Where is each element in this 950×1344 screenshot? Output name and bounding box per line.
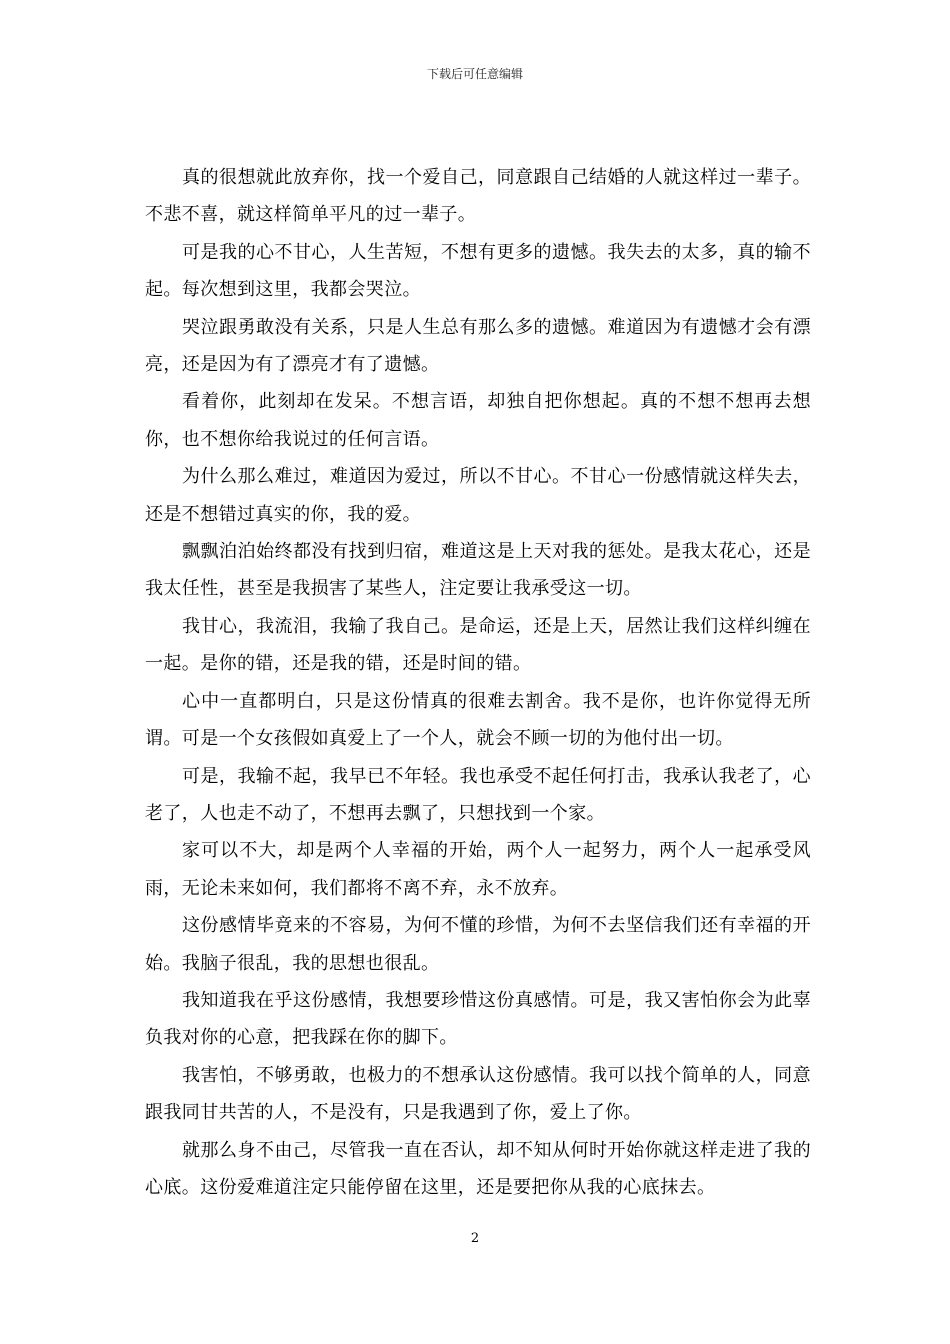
document-body (145, 159, 811, 1206)
paragraph: 可是我的心不甘心，人生苦短，不想有更多的遗憾。我失去的太多，真的输不起。每次想到这里，我都会哭泣。 (145, 241, 811, 301)
paragraph: 这份感情毕竟来的不容易，为何不懂的珍惜，为何不去坚信我们还有幸福的开始。我脑子很乱，我的思想也很乱。 (145, 915, 811, 974)
paragraph: 哭泣跟勇敢没有关系，只是人生总有那么多的遗憾。难道因为有遗憾才会有漂亮，还是因为有了漂亮才有了遗憾。 (145, 316, 811, 376)
paragraph: 我知道我在乎这份感情，我想要珍惜这份真感情。可是，我又害怕你会为此辜负我对你的心意，把我踩在你的脚下。 (145, 989, 811, 1049)
paragraph: 看着你，此刻却在发呆。不想言语，却独自把你想起。真的不想不想再去想你，也不想你给我说过的任何言语。 (145, 391, 811, 450)
paragraph: 就那么身不由己，尽管我一直在否认，却不知从何时开始你就这样走进了我的心底。这份爱难道注定只能停留在这里，还是要把你从我的心底抹去。 (145, 1139, 811, 1198)
paragraph: 我甘心，我流泪，我输了我自己。是命运，还是上天，居然让我们这样纠缠在一起。是你的错，还是我的错，还是时间的错。 (145, 615, 811, 675)
page-number: 2 (470, 1231, 480, 1246)
paragraph: 真的很想就此放弃你，找一个爱自己，同意跟自己结婚的人就这样过一辈子。不悲不喜，就这样简单平凡的过一辈子。 (145, 167, 811, 226)
paragraph: 可是，我输不起，我早已不年轻。我也承受不起任何打击，我承认我老了，心老了，人也走不动了，不想再去飘了，只想找到一个家。 (145, 765, 811, 824)
paragraph: 心中一直都明白，只是这份情真的很难去割舍。我不是你，也许你觉得无所谓。可是一个女孩假如真爱上了一个人，就会不顾一切的为他付出一切。 (145, 690, 811, 750)
paragraph: 家可以不大，却是两个人幸福的开始，两个人一起努力，两个人一起承受风雨，无论未来如何，我们都将不离不弃，永不放弃。 (145, 840, 811, 899)
page-header: 下载后可任意编辑 (426, 67, 523, 81)
paragraph: 为什么那么难过，难道因为爱过，所以不甘心。不甘心一份感情就这样失去，还是不想错过真实的你，我的爱。 (145, 466, 811, 525)
paragraph: 飘飘泊泊始终都没有找到归宿，难道这是上天对我的惩处。是我太花心，还是我太任性，甚至是我损害了某些人，注定要让我承受这一切。 (145, 541, 811, 600)
paragraph: 我害怕，不够勇敢，也极力的不想承认这份感情。我可以找个简单的人，同意跟我同甘共苦的人，不是没有，只是我遇到了你，爱上了你。 (145, 1064, 811, 1124)
